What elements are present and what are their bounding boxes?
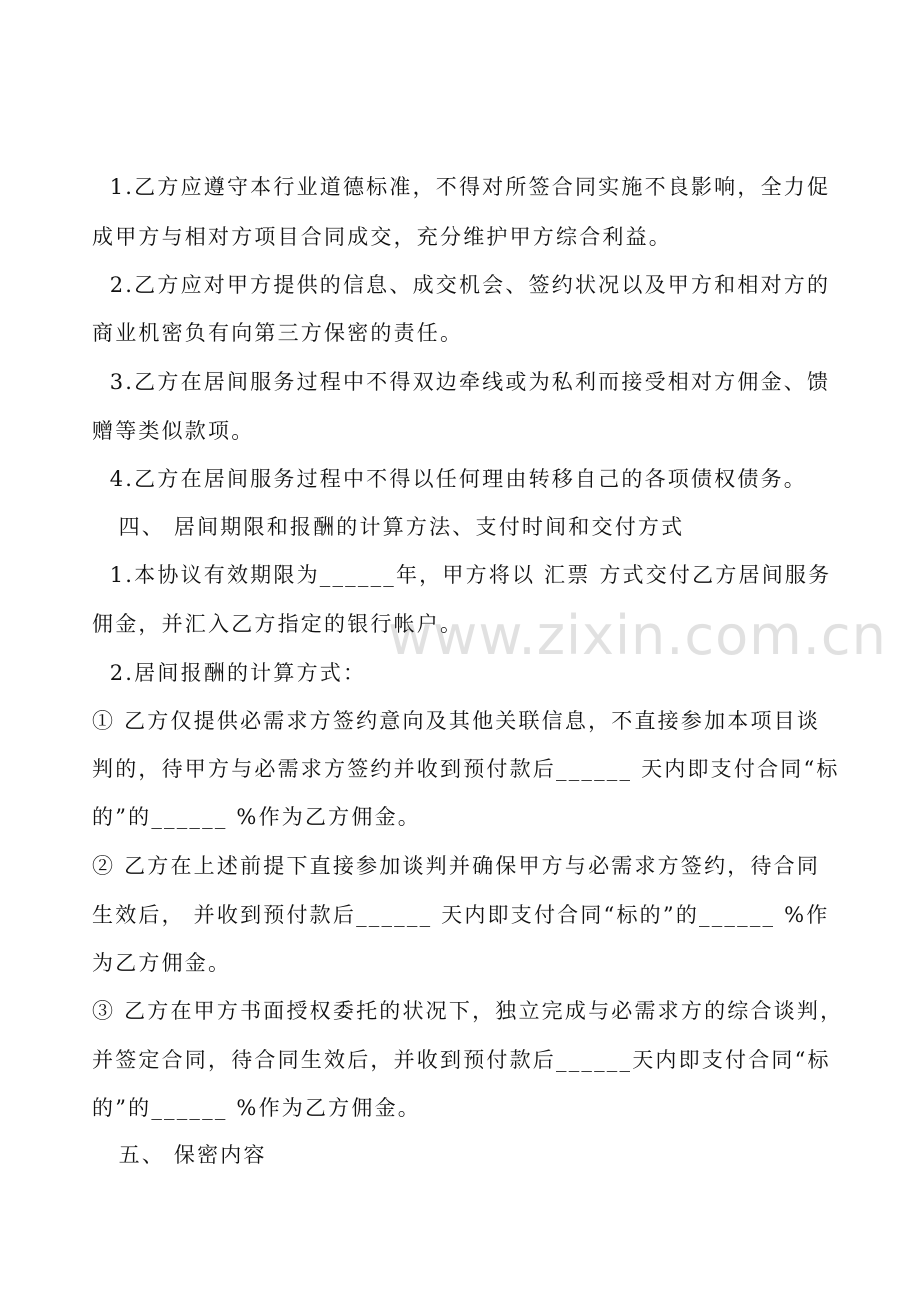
paragraph-line: 2.居间报酬的计算方式：	[92, 661, 367, 685]
section-heading: 五、 保密内容	[92, 1143, 267, 1167]
paragraph-line: 赠等类似款项。	[92, 419, 255, 443]
paragraph-line: 并签定合同，待合同生效后，并收到预付款后______天内即支付合同“标	[92, 1048, 831, 1072]
paragraph-line: ② 乙方在上述前提下直接参加谈判并确保甲方与必需求方签约，待合同	[92, 854, 821, 878]
paragraph-line: 1.乙方应遵守本行业道德标准，不得对所签合同实施不良影响，全力促	[92, 175, 831, 199]
paragraph-line: 为乙方佣金。	[92, 951, 232, 975]
paragraph-line: ① 乙方仅提供必需求方签约意向及其他关联信息，不直接参加本项目谈	[92, 709, 821, 733]
paragraph-line: 2.乙方应对甲方提供的信息、成交机会、签约状况以及甲方和相对方的	[92, 273, 831, 297]
paragraph-line: 商业机密负有向第三方保密的责任。	[92, 321, 464, 345]
paragraph-line: 1.本协议有效期限为______年，甲方将以 汇票 方式交付乙方居间服务	[92, 563, 832, 587]
paragraph-line: 佣金，并汇入乙方指定的银行帐户。	[92, 612, 464, 636]
watermark: www.zixin.com.cn	[388, 604, 887, 667]
paragraph-line: 生效后， 并收到预付款后______ 天内即支付合同“标的”的______ %作	[92, 903, 830, 927]
paragraph-line: 3.乙方在居间服务过程中不得双边牵线或为私利而接受相对方佣金、馈	[92, 370, 831, 394]
paragraph-line: 成甲方与相对方项目合同成交，充分维护甲方综合利益。	[92, 225, 672, 249]
paragraph-line: ③ 乙方在甲方书面授权委托的状况下，独立完成与必需求方的综合谈判，	[92, 999, 844, 1023]
paragraph-line: 的”的______ %作为乙方佣金。	[92, 1096, 421, 1120]
paragraph-line: 的”的______ %作为乙方佣金。	[92, 805, 421, 829]
paragraph-line: 4.乙方在居间服务过程中不得以任何理由转移自己的各项债权债务。	[92, 467, 807, 491]
paragraph-line: 判的，待甲方与必需求方签约并收到预付款后______ 天内即支付合同“标	[92, 757, 840, 781]
section-heading: 四、 居间期限和报酬的计算方法、支付时间和交付方式	[92, 515, 685, 539]
